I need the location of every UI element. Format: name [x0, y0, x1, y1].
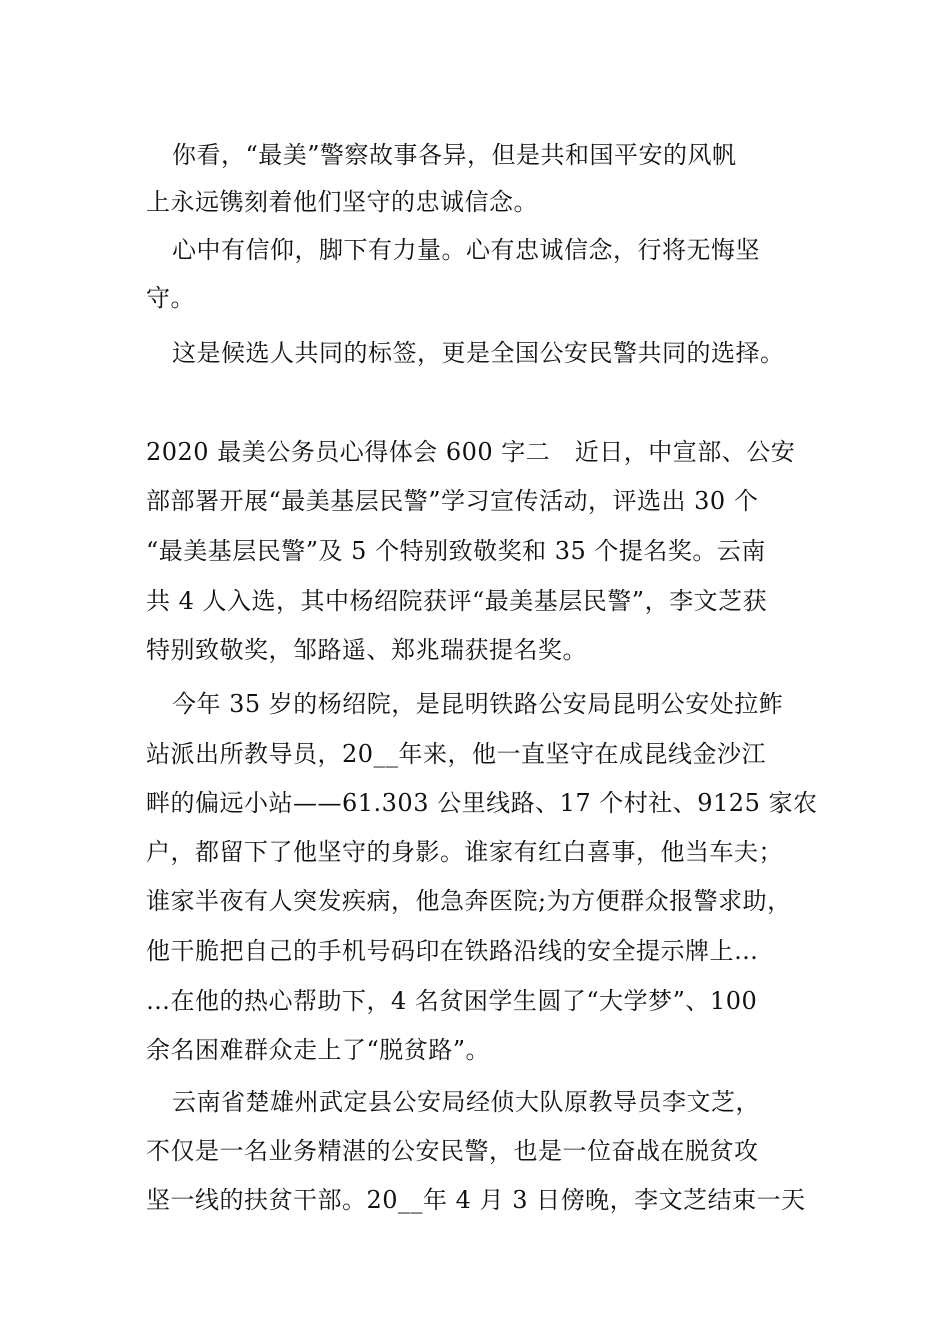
text-line: 今年 35 岁的杨绍院，是昆明铁路公安局昆明公安处拉鲊: [172, 690, 784, 718]
text-line: 你看，“最美”警察故事各异，但是共和国平安的风帆: [172, 141, 737, 169]
text-line: 云南省楚雄州武定县公安局经侦大队原教导员李文芝，: [172, 1088, 760, 1116]
text-line: 站派出所教导员，20__年来，他一直坚守在成昆线金沙江: [146, 740, 767, 768]
text-line: 畔的偏远小站——61.303 公里线路、17 个村社、9125 家农: [146, 789, 818, 817]
text-line: 户，都留下了他坚守的身影。谁家有红白喜事，他当车夫；: [146, 838, 783, 866]
text-line: 谁家半夜有人突发疾病，他急奔医院;为方便群众报警求助，: [146, 887, 792, 915]
text-line: 上永远镌刻着他们坚守的忠诚信念。: [146, 188, 538, 216]
text-line: 特别致敬奖，邹路遥、郑兆瑞获提名奖。: [146, 636, 587, 664]
text-line: 守。: [146, 284, 195, 312]
text-line: …在他的热心帮助下，4 名贫困学生圆了“大学梦”、100: [146, 987, 758, 1015]
text-line: 部部署开展“最美基层民警”学习宣传活动，评选出 30 个: [146, 487, 759, 515]
text-line: “最美基层民警”及 5 个特别致敬奖和 35 个提名奖。云南: [146, 537, 766, 565]
text-line: 2020 最美公务员心得体会 600 字二 近日，中宣部、公安: [146, 438, 796, 466]
text-line: 不仅是一名业务精湛的公安民警，也是一位奋战在脱贫攻: [146, 1137, 759, 1165]
text-line: 他干脆把自己的手机号码印在铁路沿线的安全提示牌上…: [146, 937, 759, 965]
text-line: 这是候选人共同的标签，更是全国公安民警共同的选择。: [172, 339, 785, 367]
text-line: 心中有信仰，脚下有力量。心有忠诚信念，行将无悔坚: [172, 236, 760, 264]
text-line: 坚一线的扶贫干部。20__年 4 月 3 日傍晚，李文芝结束一天: [146, 1186, 806, 1214]
text-line: 余名困难群众走上了“脱贫路”。: [146, 1036, 491, 1064]
text-line: 共 4 人入选，其中杨绍院获评“最美基层民警”，李文芝获: [146, 587, 768, 615]
